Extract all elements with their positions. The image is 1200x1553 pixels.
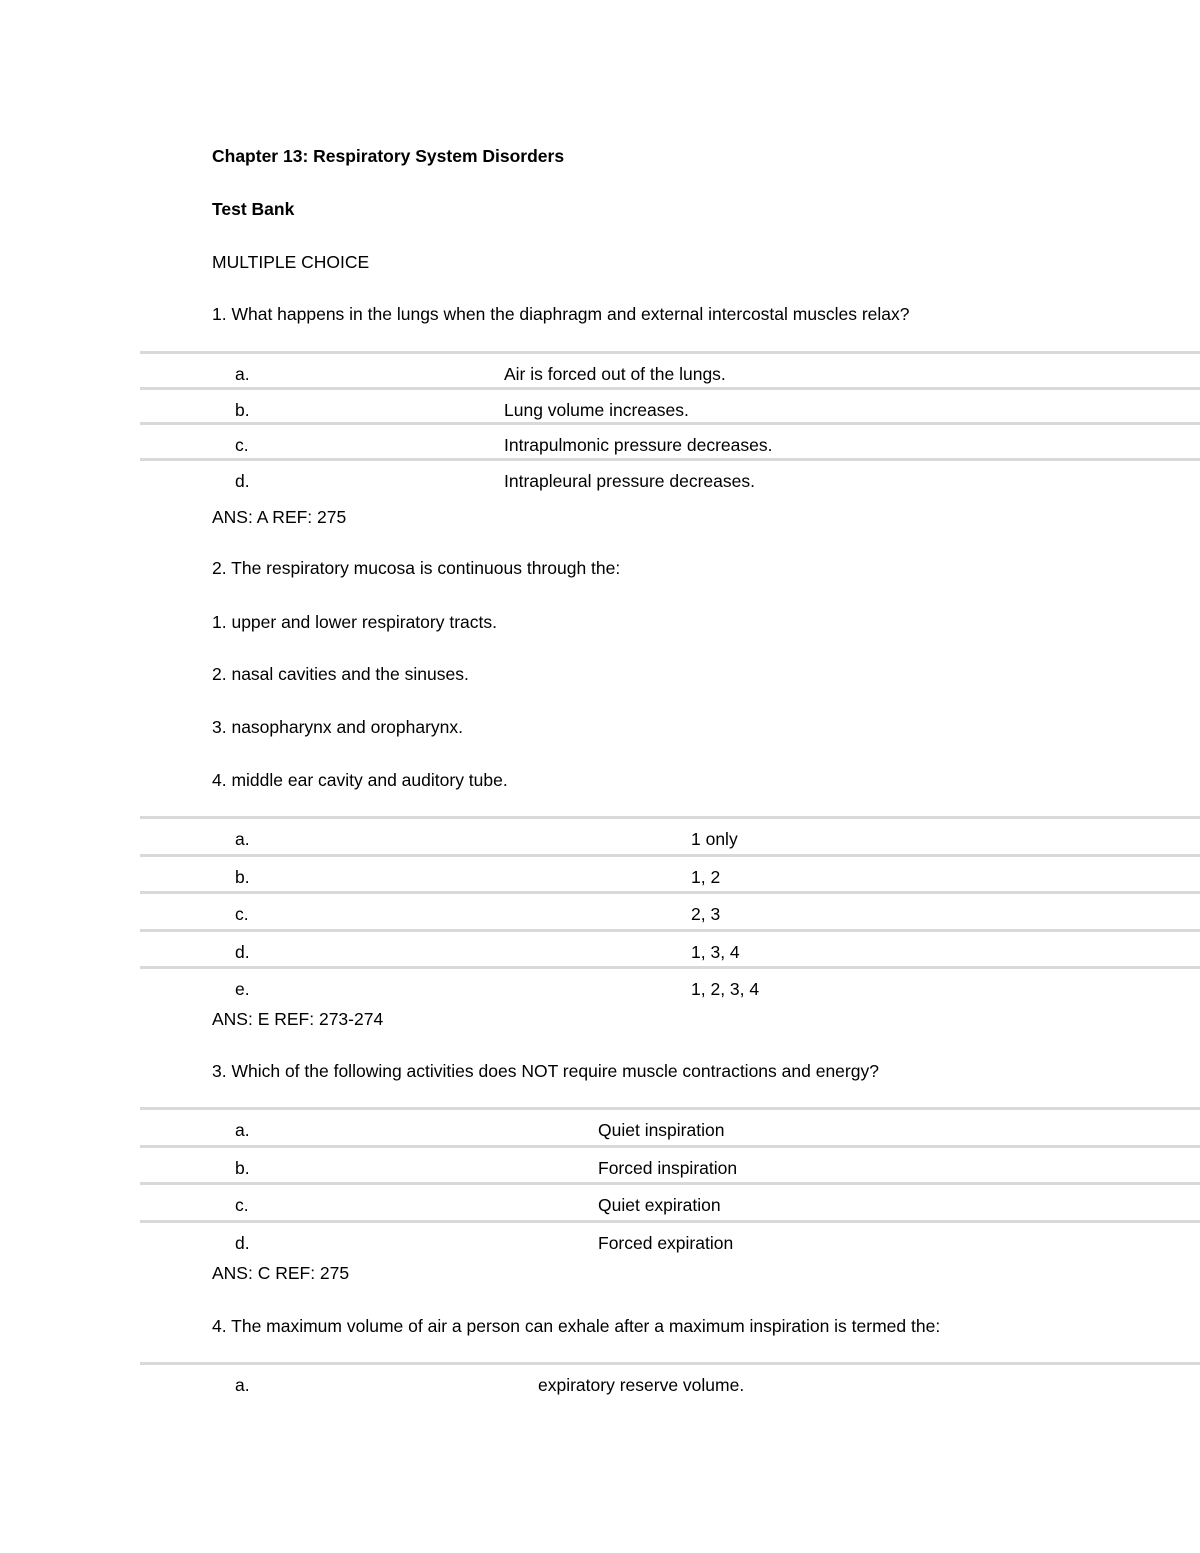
- option-text: Lung volume increases.: [504, 399, 689, 420]
- question-3-stem: 3. Which of the following activities does NOT require muscle contractions and energy?: [212, 1061, 879, 1081]
- option-row: [140, 1145, 1200, 1183]
- option-row: [140, 854, 1200, 892]
- option-text: Forced inspiration: [598, 1157, 738, 1178]
- option-text: 2, 3: [691, 904, 721, 924]
- question-1-answer: ANS: A REF: 275: [212, 507, 347, 527]
- document-title: Chapter 13: Respiratory System Disorders: [212, 146, 565, 166]
- question-2-options: [140, 816, 1200, 1004]
- section-heading: MULTIPLE CHOICE: [212, 252, 370, 272]
- question-2-stem: 2. The respiratory mucosa is continuous through the:: [212, 558, 621, 578]
- question-3-options: [140, 1107, 1200, 1257]
- option-row: [140, 1107, 1200, 1145]
- option-row: [140, 1220, 1200, 1258]
- option-letter: a.: [235, 1375, 250, 1395]
- option-letter: b.: [235, 1157, 250, 1178]
- option-row: [140, 1182, 1200, 1220]
- option-letter: a.: [235, 364, 250, 384]
- option-row: [140, 422, 1200, 458]
- question-1-options: [140, 351, 1200, 493]
- option-text: Intrapulmonic pressure decreases.: [504, 435, 773, 455]
- option-letter: e.: [235, 979, 250, 999]
- option-text: Quiet inspiration: [598, 1120, 725, 1140]
- option-row: [140, 1362, 1200, 1400]
- question-4-options: [140, 1362, 1200, 1400]
- option-text: 1, 3, 4: [691, 941, 740, 962]
- option-row: [140, 458, 1200, 494]
- question-2-answer: ANS: E REF: 273-274: [212, 1009, 384, 1029]
- option-letter: a.: [235, 829, 250, 849]
- option-text: expiratory reserve volume.: [538, 1375, 745, 1395]
- question-3-answer: ANS: C REF: 275: [212, 1263, 350, 1283]
- option-text: Air is forced out of the lungs.: [504, 364, 726, 384]
- option-letter: d.: [235, 470, 250, 491]
- option-letter: c.: [235, 1195, 249, 1215]
- option-text: 1, 2, 3, 4: [691, 979, 760, 999]
- option-letter: c.: [235, 435, 249, 455]
- option-row: [140, 929, 1200, 967]
- document-subtitle: Test Bank: [212, 199, 295, 219]
- option-letter: d.: [235, 941, 250, 962]
- option-row: [140, 891, 1200, 929]
- option-text: Quiet expiration: [598, 1195, 721, 1215]
- option-text: Forced expiration: [598, 1232, 734, 1253]
- question-1-stem: 1. What happens in the lungs when the diaphragm and external intercostal muscles relax?: [212, 304, 910, 324]
- statement-4: 4. middle ear cavity and auditory tube.: [212, 770, 508, 790]
- option-row: [140, 387, 1200, 423]
- option-letter: a.: [235, 1120, 250, 1140]
- option-text: 1 only: [691, 829, 738, 849]
- statement-1: 1. upper and lower respiratory tracts.: [212, 612, 497, 632]
- option-text: 1, 2: [691, 866, 721, 887]
- statement-2: 2. nasal cavities and the sinuses.: [212, 664, 469, 684]
- option-letter: d.: [235, 1232, 250, 1253]
- question-4-stem: 4. The maximum volume of air a person can exhale after a maximum inspiration is termed the:: [212, 1316, 941, 1336]
- option-row: [140, 816, 1200, 854]
- option-row: [140, 351, 1200, 387]
- option-row: [140, 966, 1200, 1004]
- option-letter: b.: [235, 399, 250, 420]
- option-letter: b.: [235, 866, 250, 887]
- option-text: Intrapleural pressure decreases.: [504, 470, 755, 491]
- option-letter: c.: [235, 904, 249, 924]
- statement-3: 3. nasopharynx and oropharynx.: [212, 717, 463, 737]
